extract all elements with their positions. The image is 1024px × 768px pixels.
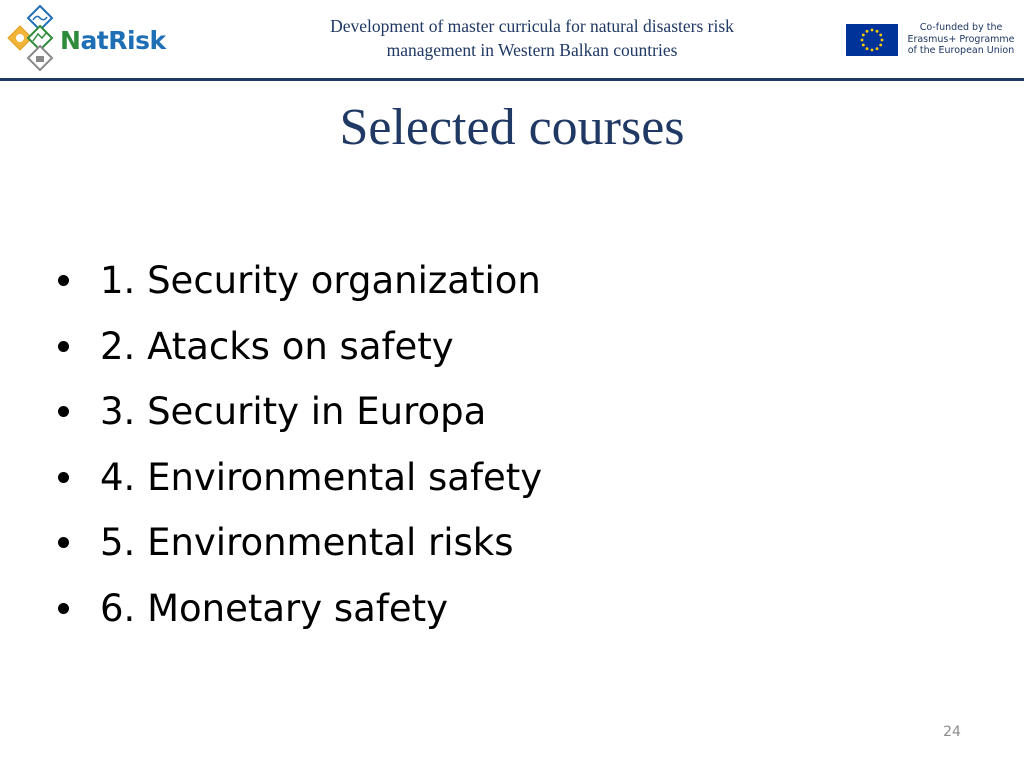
list-item xyxy=(56,510,542,576)
bullet-icon xyxy=(58,537,69,548)
list-item-text: 2. Atacks on safety xyxy=(100,324,454,368)
eu-line2: Erasmus+ Programme xyxy=(907,33,1015,45)
bullet-icon xyxy=(58,472,69,483)
natrisk-logo xyxy=(6,4,166,72)
bullet-icon xyxy=(58,406,69,417)
list-item xyxy=(56,445,542,511)
list-item xyxy=(56,248,542,314)
list-item xyxy=(56,314,542,380)
eu-flag-icon xyxy=(846,24,898,56)
header-title-line2: management in Western Balkan countries xyxy=(386,40,678,60)
eu-funding-text xyxy=(904,22,1018,57)
logo-wordmark xyxy=(60,26,166,55)
page-number: 24 xyxy=(943,724,961,740)
bullet-icon xyxy=(58,341,69,352)
list-item-text: 1. Security organization xyxy=(100,259,541,302)
list-item-text: 6. Monetary safety xyxy=(100,586,449,630)
list-item xyxy=(56,379,542,445)
list-item-text: 5. Environmental risks xyxy=(100,521,514,564)
course-list xyxy=(56,248,542,641)
header-divider xyxy=(0,78,1024,81)
logo-initial: N xyxy=(60,26,81,55)
header-title xyxy=(262,14,802,62)
header-title-line1: Development of master curricula for natural disasters risk xyxy=(330,16,734,36)
bullet-icon xyxy=(58,603,69,614)
list-item-text: 4. Environmental safety xyxy=(100,455,543,499)
eu-line3: of the European Union xyxy=(907,45,1015,56)
slide-title: Selected courses xyxy=(339,99,685,156)
logo-rest: atRisk xyxy=(80,26,166,55)
slide-header xyxy=(0,0,1024,80)
list-item xyxy=(56,576,542,642)
list-item-text: 3. Security in Europa xyxy=(100,390,487,433)
eu-line1: Co-funded by the xyxy=(919,22,1003,33)
bullet-icon xyxy=(58,275,69,286)
